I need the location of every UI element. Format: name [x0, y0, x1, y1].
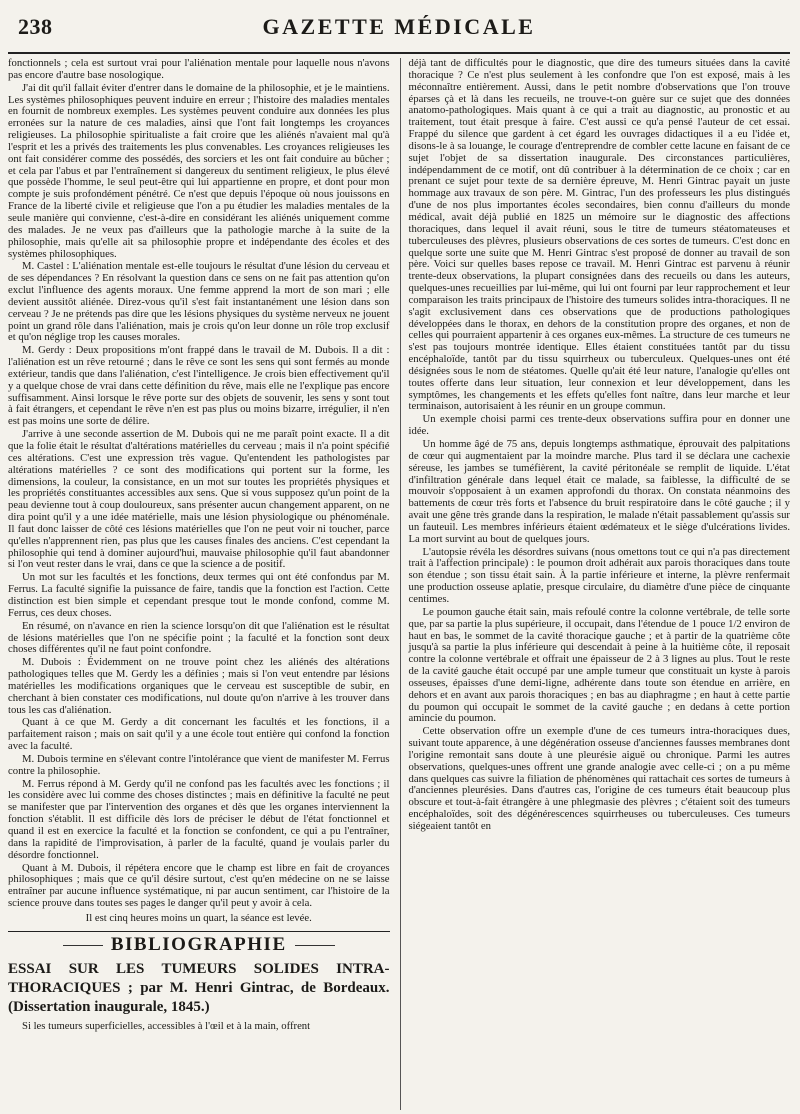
paragraph: J'ai dit qu'il fallait éviter d'entrer dans le domaine de la philosophie, et je le maintiens. Les systèmes philosophiques peuvent induire en erreur ; l'histoire des maladies mentales en fournit de nombreux exemples. Les systèmes peuvent conduire aux données les plus erronées sur la nature de ces maladies, ainsi que l'ont fait longtemps les croyances religieuses. La philosophie spiritualiste a fait croire que les aliénés n'avaient mal qu'à l'esprit et les a privés des traitements les plus convenables. Les croyances religieuses les ont fait considérer comme des possédés, des sorciers et les ont fait conduire au bûcher ; et cela par l'abus et par l'entraînement si dangereux du sentiment religieux, le plus élevé que possède l'homme, le seul peut-être qui lui appartienne en propre, et dont pour mon compte je suis profondément pénétré. Ce n'est que depuis l'époque où nous jouissons en France de la liberté civile et religieuse que l'on a pu étudier les maladies mentales de la seule manière qui convienne, c'est-à-dire en considérant les aliénés uniquement comme des malades. Je ne veux pas d'ailleurs que la pathologie marche à la suite de la philosophie, mais qu'elle ait sa philosophie propre et indépendante des écoles et des systèmes philosophiques.	[8, 81, 390, 260]
paragraph: Un mot sur les facultés et les fonctions, deux termes qui ont été confondus par M. Ferrus. La faculté signifie la puissance de faire, tandis que la fonction est l'action. Cette distinction est bien simple et cependant presque tout le monde confond, comme M. Ferrus, ces deux choses.	[8, 571, 390, 619]
paragraph: M. Gerdy : Deux propositions m'ont frappé dans le travail de M. Dubois. Il a dit : l'aliénation est un rêve retourné ; dans le rêve ce sont les sens qui sont fermés au monde extérieur, tandis que dans l'aliénation, c'est l'intelligence. Je crois bien effectivement qu'il y a quelque chose de vrai dans cette définition du rêve, mais elle ne l'explique pas encore suffisamment. Ainsi lorsque le rêve porte sur des objets de souvenir, les sens y sont tout à fait étrangers, et cependant le rêve n'en est pas plus ou moins bizarre, irrégulier, il n'en est pas moins une sorte de délire.	[8, 344, 390, 428]
section-divider	[8, 931, 390, 932]
text-columns	[8, 58, 790, 1110]
paragraph: Quant à M. Dubois, il répétera encore que le champ est libre en fait de croyances philosophiques ; mais que ce qu'il désire surtout, c'est qu'en médecine on ne se laisse entraîner par aucune influence systématique, ni par aucun sentiment, car l'histoire de la science prouve dans toutes ses pages le danger qu'il peut y avoir à cela.	[8, 861, 390, 910]
paragraph: déjà tant de difficultés pour le diagnostic, que dire des tumeurs situées dans la cavité thoracique ? Ce n'est plus seulement à les confondre que l'on est exposé, mais à les méconnaître entièrement. Aussi, dans le petit nombre d'observations que l'on trouve éparses çà et là dans les recueils, ne trouve-t-on guère sur ce sujet que des données anatomo-pathologiques. Mais quant à ce qui a trait au diagnostic, au pronostic et au traitement, tout était presque à faire. C'est aussi ce qu'a pensé l'auteur de cet essai. Frappé du silence que gardent à cet égard les ouvrages didactiques il a eu l'idée et, disons-le à sa louange, le courage d'entreprendre de combler cette lacune en faisant de ce sujet l'objet de sa dissertation inaugurale. Des circonstances particulières, indépendamment de ce motif, ont dû contribuer à la détermination de ce choix ; car en prenant ce sujet pour texte de sa dernière épreuve, M. Henri Gintrac payait un juste hommage aux travaux de son père. M. Gintrac, l'un des professeurs les plus distingués d'une de nos plus importantes écoles secondaires, bien connu d'ailleurs du monde médical, avait déjà publié en 1825 un mémoire sur le diagnostic des affections thoraciques, dans lequel il avait réuni, sous le titre de tumeurs stéatomateuses et tuberculeuses des plèvres, plusieurs observations de ces sortes de tumeurs. C'est donc en quelque sorte une suite que M. Henri Gintrac s'est proposé de donner au travail de son père. Voici sur quelles bases repose ce travail. M. Henri Gintrac est parvenu à réunir trente-deux observations, la plupart consignées dans des recueils ou dans les auteurs, quelques-unes recueillies par lui-même, qui lui ont fourni par leur rapprochement et leur comparaison les traits principaux de l'histoire des tumeurs solides intra-thoraciques. Il ne s'agit exclusivement dans ces observations que de productions pathologiques développées dans le thorax, en dehors de la constitution propre des organes, et non de celles qui pourraient appartenir à ces organes eux-mêmes. La structure de ces tumeurs ne s'est pas toujours montrée identique. Elles étaient constituées tantôt par du tissu encéphaloïde, tantôt par du tissu squirrheux ou tuberculeux. Quelques-unes ont été désignées sous le nom de stéatomes. Quelle qu'ait été leur nature, l'analogie qu'elles ont toutes offerte dans leur situation, leur connexion et leur développement, dans les symptômes, les changements et les effets qu'elles font naître, dans leur marche et leur terminaison, autorisaient à les réunir en un groupe commun.	[408, 58, 790, 413]
paragraph: Le poumon gauche était sain, mais refoulé contre la colonne vertébrale, de telle sorte que, par sa partie la plus supérieure, il occupait, dans l'étendue de 1 pouce 1/2 environ de haut en bas, le sommet de la cavité thoracique gauche ; et à partir de la quatrième côte jusqu'à sa partie la plus inférieure qui descendait à peine à la huitième côte, il reposait contre la colonne vertébrale et offrait une épaisseur de 2 à 3 lignes au plus. Tout le reste de la cavité gauche était occupé par une ample tumeur que constituait un kyste à parois osseuses, épaisses d'une demi-ligne, adhérente dans toute son étendue en arrière, en dehors et en avant aux parois thoraciques ; en bas au diaphragme ; en haut à cette partie du poumon qui occupait le sommet de la cavité gauche ; en dedans à cette portion amincie du poumon.	[408, 605, 790, 725]
paragraph: M. Ferrus répond à M. Gerdy qu'il ne confond pas les facultés avec les fonctions ; il les considère avec lui comme des choses distinctes ; mais en définitive la faculté ne peut se manifester que par l'intervention des organes et dès que les organes interviennent la fonction s'établit. Il est difficile dès lors de préciser le début de l'état fonctionnel et quand il est en exercice la faculté et la fonction se confondent, ce qui a pu l'entraîner, dans la rapidité de l'improvisation, à parler de la faculté, quand je voulais parler du désordre fonctionnel.	[8, 777, 390, 861]
paragraph: Quant à ce que M. Gerdy a dit concernant les facultés et les fonctions, il a parfaitement raison ; mais on sait qu'il y a une école tout entière qui confond la fonction avec la faculté.	[8, 716, 390, 753]
paragraph: En résumé, on n'avance en rien la science lorsqu'on dit que l'aliénation est le résultat de lésions matérielles que l'on ne spécifie point ; la faculté et la fonction sont deux choses différentes qu'il ne faut point confondre.	[8, 619, 390, 656]
paragraph: Cette observation offre un exemple d'une de ces tumeurs intra-thoraciques dues, suivant toute apparence, à une dégénération osseuse d'anciennes fausses membranes dont l'origine remontait sans doute à une pleurésie aiguë ou chronique. Parmi les autres observations, quelques-unes offrent une grande analogie avec celle-ci ; on a pu même dans quelques cas suivre la filiation de phénomènes qui rattachait ces sortes de tumeurs à d'anciennes pleurésies. Dans d'autres cas, l'origine de ces tumeurs était beaucoup plus obscure et tout-à-fait étrangère à une phlegmasie des plèvres ; c'étaient soit des tumeurs encéphaloïdes, soit des dégénérescences squirrheuses ou tuberculeuses. Ces tumeurs siégeaient tantôt en	[408, 725, 790, 832]
paragraph: J'arrive à une seconde assertion de M. Dubois qui ne me paraît point exacte. Il a dit que la folie était le résultat d'altérations matérielles du cerveau ; mais il n'a point spécifié ces altérations. C'est une expression très vague. Qu'entendent les pathologistes par altérations matérielles ? ce sont des modifications qui portent sur la forme, les dimensions, la couleur, la consistance, en un mot sur toutes les propriétés physiques et les propriétés constituantes accessibles aux sens. Que si vous supposez qu'un point de la peau devienne tout à coup douloureux, sans présenter aucun changement apparent, on ne dira point qu'il y a une idée matérielle, mais une lésion physiologique ou phénoménale. Il faut donc laisser de côté ces lésions matérielles que l'on ne peut voir ni toucher, parce qu'elles n'apprennent rien, pas plus que les causes finales des anciens. C'est cependant la philosophie qui tend à dominer aujourd'hui, mauvaise philosophie qu'il faut abandonner si l'on veut rester dans le vrai, dans ce que la science a de positif.	[8, 428, 390, 571]
paragraph: Un homme âgé de 75 ans, depuis longtemps asthmatique, éprouvait des palpitations de cœur qui augmentaient par la moindre marche. Plus tard il se déclara une cachexie séreuse, les jambes se tuméfièrent, la cavité péritonéale se remplit de liquide. L'état d'infiltration générale dans lequel était ce malade, sa faiblesse, la difficulté de se mouvoir s'opposaient à un examen approfondi du thorax. On constata néanmoins des battements de cœur très forts et l'absence du bruit respiratoire dans le côté gauche ; il y avait une gêne très grande dans la respiration, le malade n'était passablement qu'assis sur un fauteuil. Les membres inférieurs étaient œdémateux et le siège d'ulcérations livides. La mort survint au bout de quelques jours.	[408, 438, 790, 545]
paragraph: Un exemple choisi parmi ces trente-deux observations suffira pour en donner une idée.	[408, 413, 790, 438]
paragraph: M. Castel : L'aliénation mentale est-elle toujours le résultat d'une lésion du cerveau et de ses dépendances ? En résolvant la question dans ce sens on ne fait pas attention qu'on exclut l'influence des agents moraux. Une femme apprend la mort de son mari ; elle devient aussitôt aliénée. Direz-vous qu'il s'est fait instantanément une lésion dans son cerveau ? Je ne prétends pas dire que les lésions physiques du système nerveux ne jouent point un grand rôle dans l'aliénation, mais je crois qu'on leur donne un rôle trop exclusif et qu'on néglige trop les causes morales.	[8, 260, 390, 344]
paragraph: Si les tumeurs superficielles, accessibles à l'œil et à la main, offrent	[22, 1019, 311, 1032]
page-number: 238	[18, 14, 53, 39]
section-heading: BIBLIOGRAPHIE	[8, 934, 390, 956]
paragraph: L'autopsie révéla les désordres suivans (nous omettons tout ce qui n'a pas directement trait à l'affection principale) : le poumon droit adhérait aux parois thoraciques dans toute son étendue ; son tissu était sain. À la partie inférieure et interne, la plèvre renfermait une production osseuse aplatie, presque circulaire, du diamètre d'une pièce de cinquante centimes.	[408, 545, 790, 605]
right-column	[400, 58, 791, 1110]
journal-title: GAZETTE MÉDICALE	[262, 14, 536, 39]
left-column	[8, 58, 390, 1110]
page-header	[8, 0, 790, 54]
paragraph: fonctionnels ; cela est surtout vrai pour l'aliénation mentale pour laquelle nous n'avons pas encore d'autre base nosologique.	[8, 58, 390, 81]
paragraph: M. Dubois : Évidemment on ne trouve point chez les aliénés des altérations pathologiques telles que M. Gerdy les a définies ; mais si l'on veut entendre par lésions matérielles les modifications organiques que le cerveau est susceptible de subir, en cherchant à bien constater ces modifications, nul doute qu'on n'arrive à les trouver dans tous les cas d'aliénation.	[8, 656, 390, 716]
paragraph: M. Dubois termine en s'élevant contre l'intolérance que vient de manifester M. Ferrus contre la philosophie.	[8, 752, 390, 777]
session-closing-line: Il est cinq heures moins un quart, la séance est levée.	[85, 911, 312, 924]
book-title: ESSAI SUR LES TUMEURS SOLIDES INTRA-THORACIQUES ; par M. Henri Gintrac, de Bordeaux. (Dissertation inaugurale, 1845.)	[8, 960, 390, 1015]
